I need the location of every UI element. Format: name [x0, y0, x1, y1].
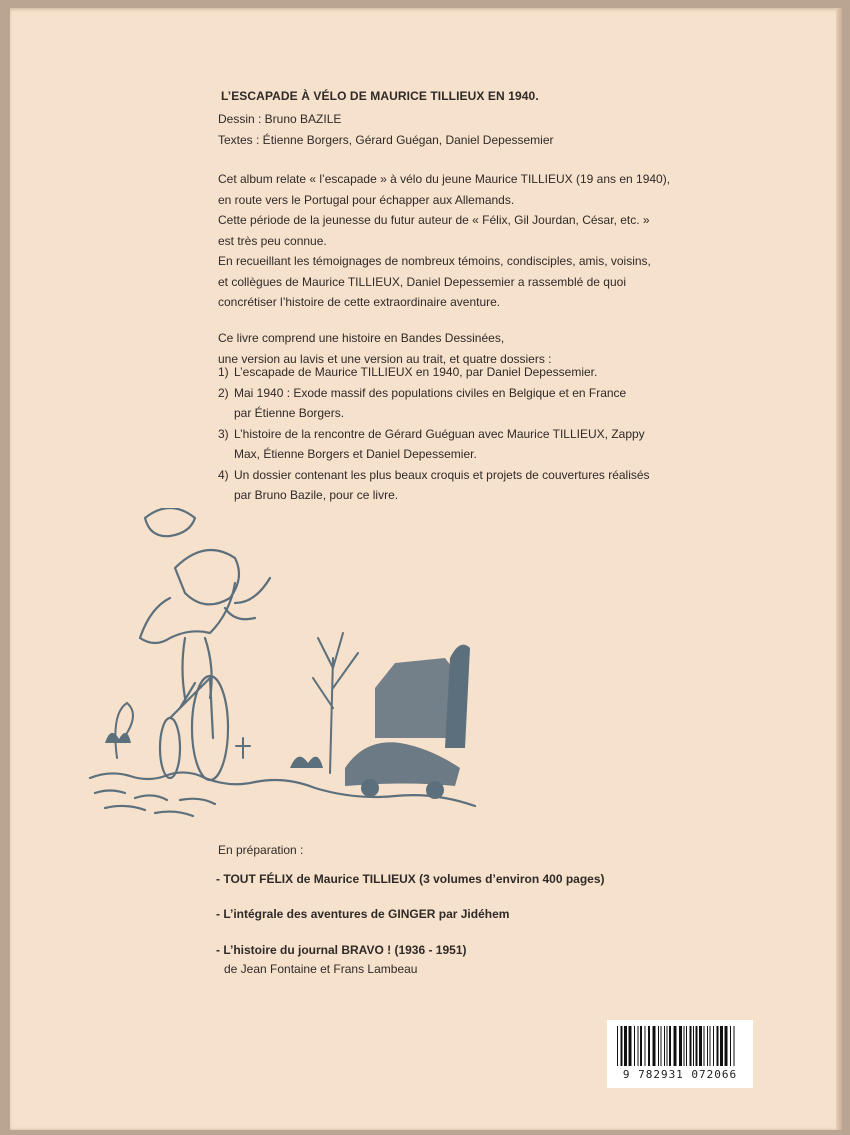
- barcode-bar: [624, 1026, 627, 1066]
- dossier-line: Mai 1940 : Exode massif des populations civiles en Belgique et en France: [234, 385, 627, 400]
- dossier-number: 1): [218, 365, 229, 379]
- barcode: [607, 1020, 753, 1088]
- upcoming-title-ginger: - L’intégrale des aventures de GINGER par Jidéhem: [216, 907, 510, 921]
- barcode-digits: 9 782931 072066: [622, 1068, 738, 1081]
- barcode-bar: [690, 1026, 692, 1066]
- book-intro-line: Ce livre comprend une histoire en Bandes Dessinées,: [218, 331, 505, 345]
- cyclist-illustration: [85, 508, 505, 828]
- intro-line: et collègues de Maurice TILLIEUX, Daniel Depessemier a rassemblé de quoi: [218, 274, 626, 289]
- dossier-line: L’histoire de la rencontre de Gérard Guéguan avec Maurice TILLIEUX, Zappy: [234, 426, 645, 441]
- credits: [218, 109, 554, 150]
- barcode-bar: [645, 1026, 646, 1066]
- upcoming-title-bravo: - L’histoire du journal BRAVO ! (1936 - 1951): [216, 943, 467, 957]
- preparation-label: En préparation :: [218, 843, 304, 857]
- barcode-bar: [617, 1026, 618, 1066]
- barcode-bar: [653, 1026, 656, 1066]
- dossier-item: [218, 465, 650, 506]
- back-cover: [10, 8, 842, 1130]
- dossier-item: [218, 362, 650, 383]
- cover-edge: [836, 8, 842, 1130]
- barcode-bar: [679, 1026, 682, 1066]
- credit-texts: Textes : Étienne Borgers, Gérard Guégan, Daniel Depessemier: [218, 132, 554, 147]
- barcode-bar: [684, 1026, 685, 1066]
- dossier-number: 4): [218, 467, 229, 482]
- intro-paragraph: [218, 169, 670, 313]
- intro-line: Cet album relate « l’escapade » à vélo du jeune Maurice TILLIEUX (19 ans en 1940),: [218, 172, 671, 186]
- barcode-bar: [730, 1026, 731, 1066]
- credit-drawing: Dessin : Bruno BAZILE: [218, 112, 342, 126]
- barcode-bar: [686, 1026, 687, 1066]
- dossier-number: 2): [218, 385, 229, 400]
- barcode-bar: [699, 1026, 702, 1066]
- barcode-bar: [734, 1026, 735, 1066]
- barcode-bar: [707, 1026, 708, 1066]
- barcode-bar: [710, 1026, 711, 1066]
- barcode-bar: [638, 1026, 639, 1066]
- barcode-bar: [696, 1026, 698, 1066]
- dossier-list: [218, 362, 650, 506]
- upcoming-title-bravo-authors: de Jean Fontaine et Frans Lambeau: [224, 962, 418, 976]
- intro-line: Cette période de la jeunesse du futur auteur de « Félix, Gil Jourdan, César, etc. »: [218, 213, 650, 227]
- barcode-bar: [693, 1026, 694, 1066]
- barcode-bar: [664, 1026, 665, 1066]
- intro-line: concrétiser l’histoire de cette extraordinaire aventure.: [218, 295, 501, 309]
- barcode-bar: [720, 1026, 723, 1066]
- barcode-bar: [640, 1026, 642, 1066]
- dossier-line: L’escapade de Maurice TILLIEUX en 1940, par Daniel Depessemier.: [234, 365, 598, 379]
- barcode-bar: [717, 1026, 719, 1066]
- barcode-bar: [634, 1026, 635, 1066]
- barcode-bar: [629, 1026, 632, 1066]
- barcode-bar: [674, 1026, 677, 1066]
- barcode-bar: [621, 1026, 623, 1066]
- intro-line: En recueillant les témoignages de nombreux témoins, condisciples, amis, voisins,: [218, 254, 651, 268]
- book-intro-line: une version au lavis et une version au trait, et quatre dossiers :: [218, 351, 552, 366]
- barcode-bar: [669, 1026, 671, 1066]
- dossier-line: Max, Étienne Borgers et Daniel Depessemier.: [234, 447, 477, 461]
- dossier-line: par Bruno Bazile, pour ce livre.: [234, 488, 399, 502]
- intro-line: en route vers le Portugal pour échapper aux Allemands.: [218, 192, 515, 207]
- barcode-bar: [667, 1026, 668, 1066]
- dossier-line: par Étienne Borgers.: [234, 406, 345, 420]
- barcode-bars: [615, 1026, 745, 1066]
- dossier-item: [218, 383, 650, 424]
- dossier-item: [218, 424, 650, 465]
- barcode-bar: [713, 1026, 714, 1066]
- barcode-bar: [648, 1026, 650, 1066]
- barcode-bar: [658, 1026, 659, 1066]
- dossier-line: Un dossier contenant les plus beaux croquis et projets de couvertures réalisés: [234, 467, 650, 482]
- intro-line: est très peu connue.: [218, 233, 327, 248]
- barcode-bar: [725, 1026, 728, 1066]
- dossier-number: 3): [218, 426, 229, 441]
- book-title: L’ESCAPADE À VÉLO DE MAURICE TILLIEUX EN 1940.: [221, 89, 539, 103]
- barcode-bar: [661, 1026, 662, 1066]
- barcode-bar: [704, 1026, 705, 1066]
- upcoming-title-felix: - TOUT FÉLIX de Maurice TILLIEUX (3 volumes d’environ 400 pages): [216, 872, 605, 886]
